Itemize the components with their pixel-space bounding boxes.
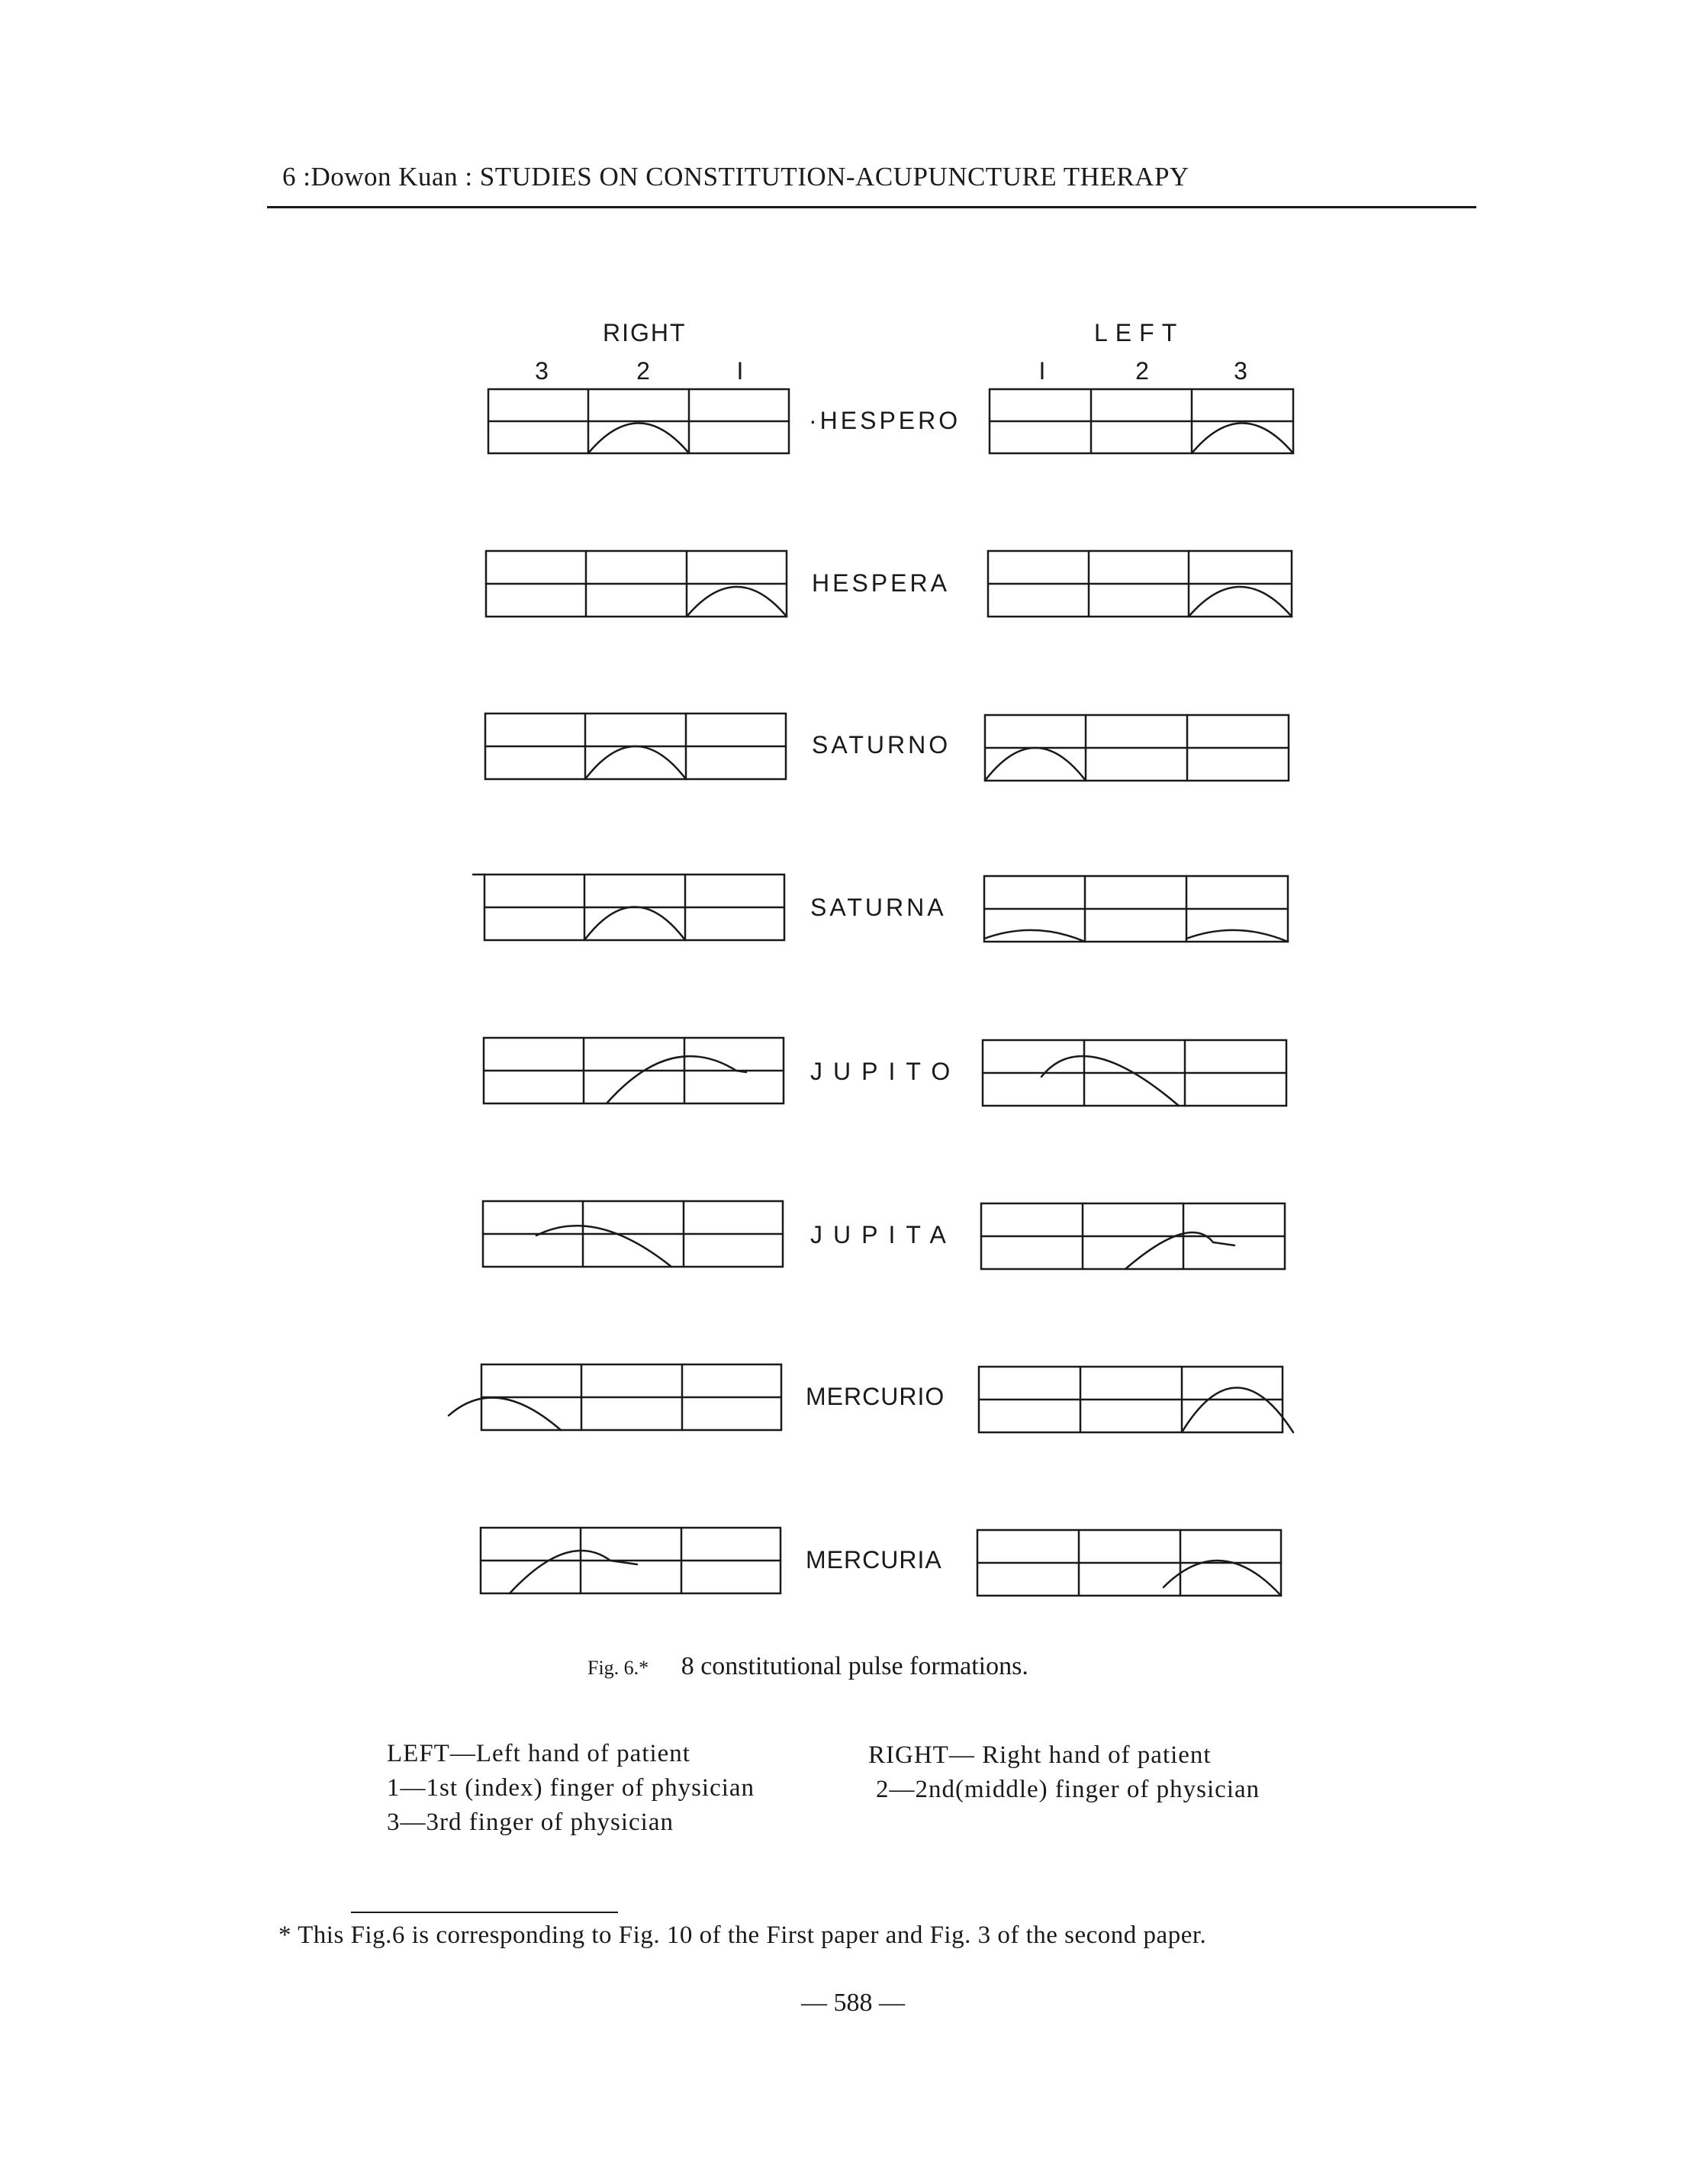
left-position-1: I — [1038, 357, 1046, 385]
saturna-left-wave-1 — [984, 930, 1085, 942]
legend-finger-3: 3—3rd finger of physician — [387, 1809, 674, 1836]
hespero-right-wave — [588, 424, 689, 454]
right-position-2: 2 — [636, 357, 650, 385]
left-position-3: 3 — [1234, 357, 1247, 385]
caption-label: Fig. 6.* — [587, 1657, 649, 1679]
jupito-left-wave — [1041, 1056, 1179, 1106]
hespero-right-grid — [488, 389, 789, 453]
jupita-left-grid — [981, 1203, 1285, 1269]
label-jupita: JUPITA — [810, 1221, 957, 1248]
saturna-left-wave-3 — [1186, 930, 1288, 942]
jupita-right-grid — [483, 1201, 783, 1267]
mercuria-right-wave — [510, 1551, 637, 1593]
left-heading: LEFT — [1094, 319, 1185, 346]
legend-finger-2: 2—2nd(middle) finger of physician — [876, 1776, 1260, 1803]
mercurio-right-grid — [481, 1364, 781, 1430]
label-hespero: ·HESPERO — [809, 407, 961, 434]
jupito-right-wave — [607, 1056, 746, 1103]
hespera-left-grid — [988, 551, 1292, 617]
mercuria-right-grid — [481, 1528, 781, 1593]
label-saturna: SATURNA — [810, 894, 947, 921]
saturna-right-wave — [584, 907, 685, 941]
legend-finger-1: 1—1st (index) finger of physician — [387, 1774, 755, 1802]
hespero-left-grid — [990, 389, 1293, 453]
mercurio-left-wave — [1182, 1388, 1293, 1433]
header-title: :Dowon Kuan : STUDIES ON CONSTITUTION-ACUPUNCTURE THERAPY — [303, 162, 1189, 192]
label-hespera: HESPERA — [812, 569, 950, 597]
mercurio-right-wave — [449, 1398, 561, 1430]
hespera-left-wave — [1189, 587, 1292, 617]
mercurio-left-grid — [979, 1367, 1283, 1432]
hespero-left-wave — [1192, 424, 1293, 454]
right-position-1: I — [736, 357, 744, 385]
hespera-right-wave — [687, 587, 787, 617]
label-mercuria: MERCURIA — [806, 1546, 942, 1574]
hespera-right-grid — [486, 551, 787, 617]
label-jupito: JUPITO — [810, 1058, 961, 1085]
jupita-right-wave — [536, 1226, 671, 1267]
label-mercurio: MERCURIO — [806, 1383, 945, 1410]
right-position-3: 3 — [535, 357, 549, 385]
jupita-left-wave — [1125, 1232, 1234, 1269]
saturno-left-wave — [985, 748, 1086, 781]
figure-caption — [587, 1652, 1028, 1681]
header-page-label: 6 — [282, 162, 296, 192]
label-saturno: SATURNO — [812, 731, 951, 759]
caption-text: 8 constitutional pulse formations. — [681, 1652, 1028, 1680]
left-position-2: 2 — [1135, 357, 1149, 385]
legend-right-hand: RIGHT— Right hand of patient — [868, 1741, 1212, 1769]
saturna-left-grid — [984, 876, 1288, 942]
page-number: — 588 — — [801, 1989, 905, 2017]
right-heading: RIGHT — [603, 319, 687, 346]
saturno-right-wave — [585, 746, 686, 779]
legend-left-hand: LEFT—Left hand of patient — [387, 1740, 690, 1767]
footnote-rule — [351, 1912, 618, 1913]
footnote: * This Fig.6 is corresponding to Fig. 10 of the First paper and Fig. 3 of the second paper. — [278, 1921, 1207, 1949]
